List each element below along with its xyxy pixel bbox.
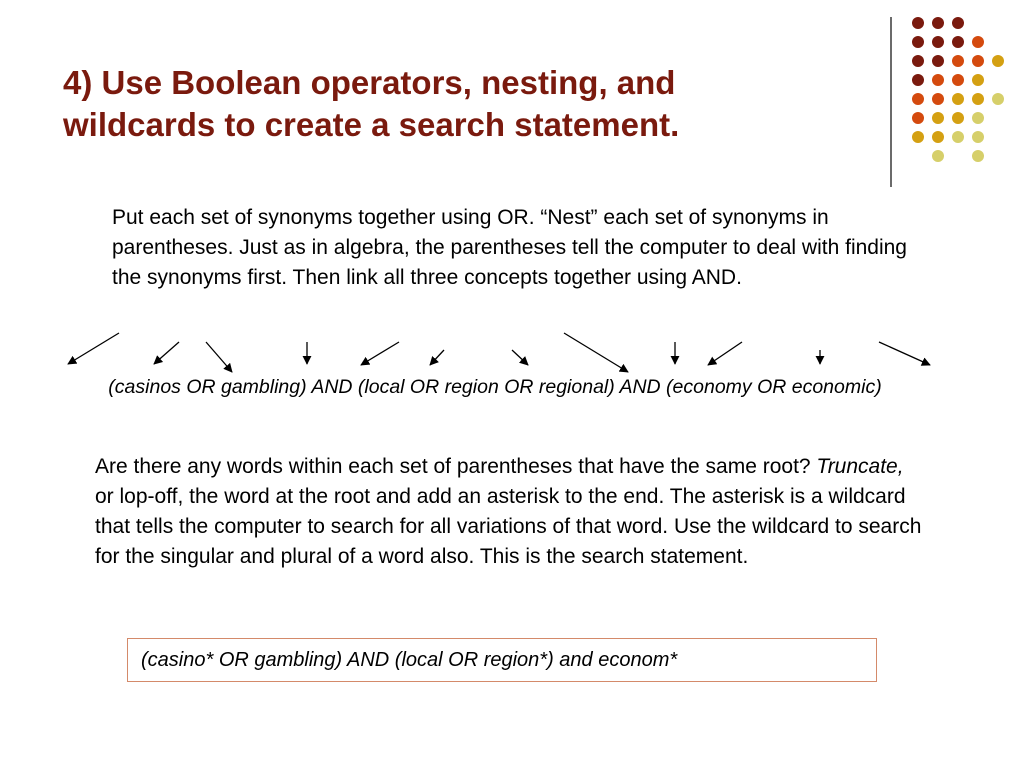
arrow-5 <box>361 342 399 365</box>
arrow-12 <box>879 342 930 365</box>
title-line-1: 4) Use Boolean operators, nesting, and <box>63 64 676 101</box>
title-line-2: wildcards to create a search statement. <box>63 106 680 143</box>
truncate-emphasis: Truncate, <box>816 455 904 478</box>
arrow-8 <box>564 333 628 372</box>
final-search-statement-box <box>127 638 877 682</box>
truncation-instruction-paragraph <box>95 452 925 572</box>
arrow-6 <box>430 350 444 365</box>
arrow-10 <box>708 342 742 365</box>
arrow-2 <box>154 342 179 364</box>
arrow-1 <box>68 333 119 364</box>
arrow-3 <box>206 342 232 372</box>
final-search-statement: (casino* OR gambling) AND (local OR region*) and econom* <box>141 649 678 671</box>
nested-search-statement: (casinos OR gambling) AND (local OR region OR regional) AND (economy OR economic) <box>108 376 882 398</box>
paragraph2-end: or lop-off, the word at the root and add an asterisk to the end. The asterisk is a wildcard that tells the computer to search for all variations of that word. Use the wildcard to search for the singular and plural of a word also. This is the search statement. <box>95 485 922 568</box>
synonyms-instruction-paragraph: Put each set of synonyms together using OR. “Nest” each set of synonyms in parentheses. Just as in algebra, the parentheses tell the computer to deal with finding the synonyms first. Then link all three concepts together using AND. <box>112 206 907 289</box>
paragraph2-start: Are there any words within each set of parentheses that have the same root? <box>95 455 817 478</box>
arrow-7 <box>512 350 528 365</box>
